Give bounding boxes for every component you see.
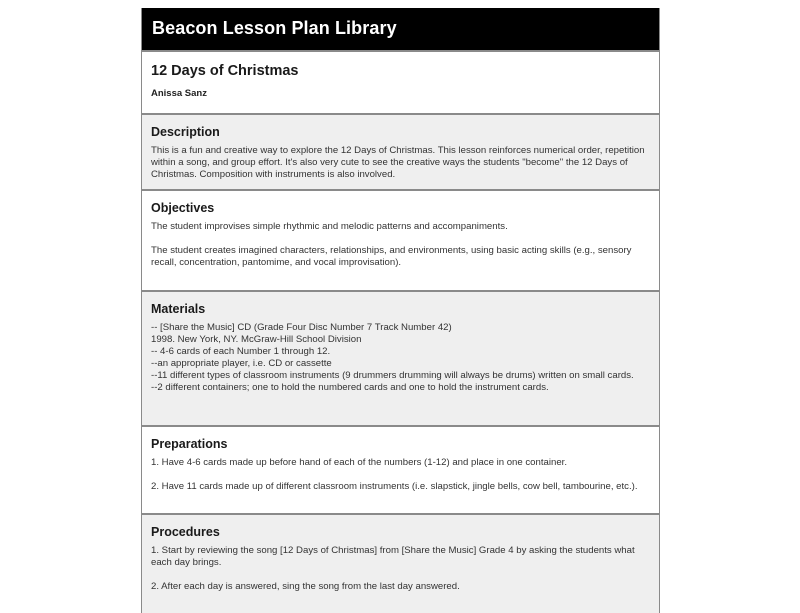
objectives-heading: Objectives [151,201,215,215]
site-banner [142,8,659,50]
preparations-heading: Preparations [151,437,228,451]
materials-list [151,322,649,394]
objectives-section [142,189,659,290]
materials-section [142,290,659,425]
description-section [142,113,659,189]
materials-item: 1998. New York, NY. McGraw-Hill School Division [151,334,362,345]
site-title: Beacon Lesson Plan Library [152,18,397,38]
materials-heading: Materials [151,302,206,316]
materials-item: -- 4-6 cards of each Number 1 through 12. [151,346,331,357]
materials-item: -- [Share the Music] CD (Grade Four Disc Number 7 Track Number 42) [151,322,452,333]
materials-item: --2 different containers; one to hold the numbered cards and one to hold the instrument cards. [151,382,549,393]
preparation-step: 1. Have 4-6 cards made up before hand of each of the numbers (1-12) and place in one container. [151,457,567,468]
objective-item: The student creates imagined characters, relationships, and environments, using basic acting skills (e.g., sensory recall, concentration, pantomime, and vocal improvisation). [151,245,632,268]
materials-item: --11 different types of classroom instruments (9 drummers drumming will always be drums) written on small cards. [151,370,634,381]
objective-item: The student improvises simple rhythmic and melodic patterns and accompaniments. [151,221,508,232]
lesson-author: Anissa Sanz [151,88,207,99]
lesson-plan-page [141,8,660,613]
description-text: This is a fun and creative way to explore the 12 Days of Christmas. This lesson reinforces numerical order, repetition within a song, and group effort. It's also very cute to see the creative ways the students "become" the 12 Days of Christmas. Composition with instruments is also involved. [151,145,645,180]
materials-item: --an appropriate player, i.e. CD or cassette [151,358,332,369]
lesson-title: 12 Days of Christmas [151,63,299,79]
procedure-step: 2. After each day is answered, sing the song from the last day answered. [151,581,460,592]
procedures-section [142,513,659,613]
preparation-step: 2. Have 11 cards made up of different classroom instruments (i.e. slapstick, jingle bells, cow bell, tambourine, etc.). [151,481,638,492]
procedures-heading: Procedures [151,525,220,539]
procedure-step: 1. Start by reviewing the song [12 Days of Christmas] from [Share the Music] Grade 4 by asking the students what each day brings. [151,545,635,568]
preparations-section [142,425,659,513]
lesson-header-section [142,50,659,113]
description-heading: Description [151,125,220,139]
